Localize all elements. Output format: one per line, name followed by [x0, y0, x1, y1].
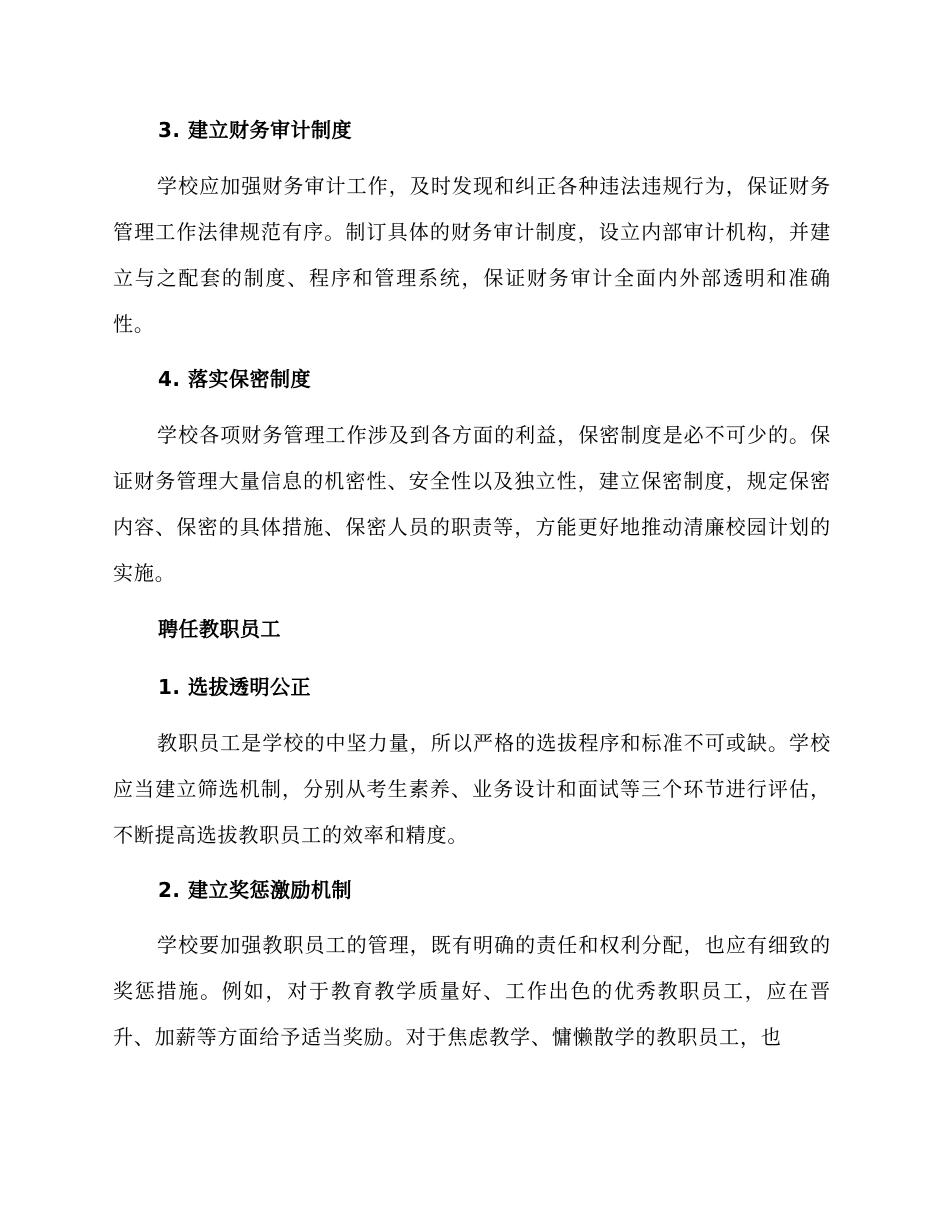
section-heading-transparent-selection: 1. 选拔透明公正 [158, 675, 311, 699]
section-paragraph-transparent-selection: 教职员工是学校的中坚力量，所以严格的选拔程序和标准不可或缺。学校应当建立筛选机制，分别从考生素养、业务设计和面试等三个环节进行评估，不断提高选拔教职员工的效率和精度。 [113, 731, 831, 847]
section-heading-financial-audit: 3. 建立财务审计制度 [158, 118, 352, 142]
section-heading-reward-penalty: 2. 建立奖惩激励机制 [158, 878, 352, 902]
section-paragraph-confidentiality: 学校各项财务管理工作涉及到各方面的利益，保密制度是必不可少的。保证财务管理大量信息的机密性、安全性以及独立性，建立保密制度，规定保密内容、保密的具体措施、保密人员的职责等，方能更好地推动清廉校园计划的实施。 [113, 423, 831, 585]
section-paragraph-financial-audit: 学校应加强财务审计工作，及时发现和纠正各种违法违规行为，保证财务管理工作法律规范有序。制订具体的财务审计制度，设立内部审计机构，并建立与之配套的制度、程序和管理系统，保证财务审计全面内外部透明和准确性。 [113, 174, 831, 336]
section-paragraph-reward-penalty: 学校要加强教职员工的管理，既有明确的责任和权利分配，也应有细致的奖惩措施。例如，对于教育教学质量好、工作出色的优秀教职员工，应在晋升、加薪等方面给予适当奖励。对于焦虑教学、慵懒散学的教职员工，也 [113, 933, 831, 1049]
chapter-heading-staff-hiring: 聘任教职员工 [158, 617, 281, 641]
section-heading-confidentiality: 4. 落实保密制度 [158, 367, 311, 391]
